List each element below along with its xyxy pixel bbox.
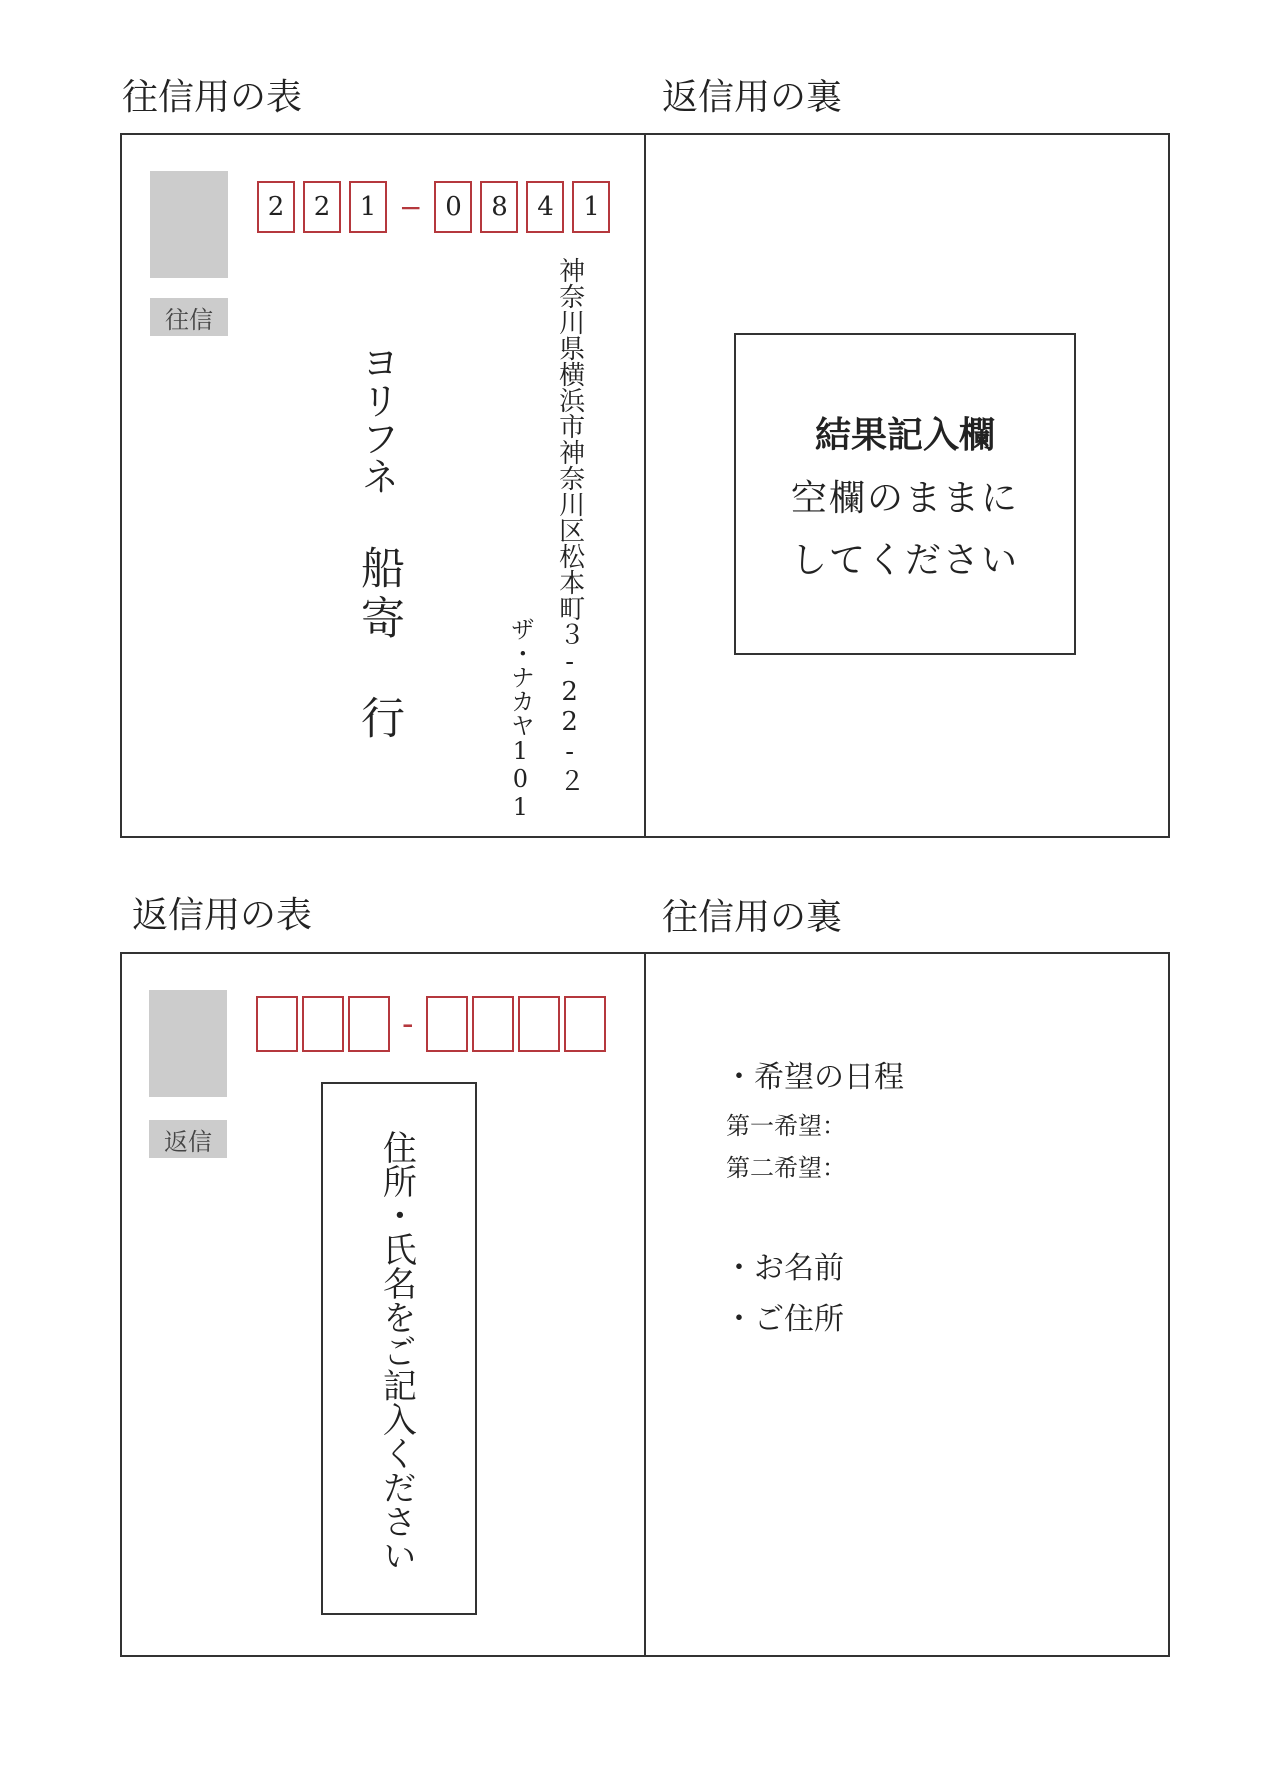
postal-digit: 1: [349, 181, 387, 233]
section-title-reply-front: 返信用の表: [132, 895, 313, 936]
name-item: ・お名前: [724, 1251, 844, 1286]
fold-line: [644, 133, 646, 838]
stamp-label-reply: 返信: [149, 1120, 227, 1158]
postal-code-reply: [256, 996, 610, 1052]
stamp-label-outgoing: 往信: [150, 298, 228, 336]
second-choice-label: 第二希望：: [726, 1154, 846, 1182]
result-box: [734, 333, 1076, 655]
address-line-2: ザ・ナカヤ101: [506, 617, 535, 821]
postal-digit: 8: [480, 181, 518, 233]
postal-digit-box: [256, 996, 298, 1052]
schedule-heading: ・希望の日程: [724, 1060, 904, 1095]
postal-digit: 1: [572, 181, 610, 233]
address-entry-box: [321, 1082, 477, 1615]
postal-digit-box: [302, 996, 344, 1052]
fold-line: [644, 952, 646, 1657]
section-title-outgoing-front: 往信用の表: [122, 77, 303, 118]
stamp-placeholder: [150, 171, 228, 278]
result-box-title: 結果記入欄: [814, 414, 995, 456]
postal-digit-box: [426, 996, 468, 1052]
postal-dash: −: [399, 190, 423, 224]
postal-dash: -: [402, 1004, 414, 1044]
result-box-line-1: 空欄のままに: [790, 478, 1019, 519]
postal-digit-box: [564, 996, 606, 1052]
postal-code-outgoing: [257, 181, 618, 233]
postal-digit: 4: [526, 181, 564, 233]
postal-digit-box: [348, 996, 390, 1052]
result-box-line-2: してください: [790, 540, 1019, 581]
address-prompt: 住所・氏名をご記入ください: [376, 1130, 417, 1572]
postcard-top: [120, 133, 1170, 838]
postal-digit: 0: [434, 181, 472, 233]
stamp-placeholder: [149, 990, 227, 1097]
postal-digit: 2: [257, 181, 295, 233]
recipient-name: 船寄 行: [353, 545, 404, 745]
address-line-1: 神奈川県横浜市神奈川区松本町３-22-２: [554, 257, 585, 793]
recipient-kana: ヨリフネ: [355, 343, 399, 495]
address-item: ・ご住所: [724, 1302, 844, 1337]
section-title-outgoing-back: 往信用の裏: [662, 897, 843, 938]
postcard-bottom: [120, 952, 1170, 1657]
section-title-reply-back: 返信用の裏: [662, 77, 843, 118]
first-choice-label: 第一希望：: [726, 1112, 846, 1140]
postal-digit-box: [518, 996, 560, 1052]
postal-digit: 2: [303, 181, 341, 233]
postal-digit-box: [472, 996, 514, 1052]
